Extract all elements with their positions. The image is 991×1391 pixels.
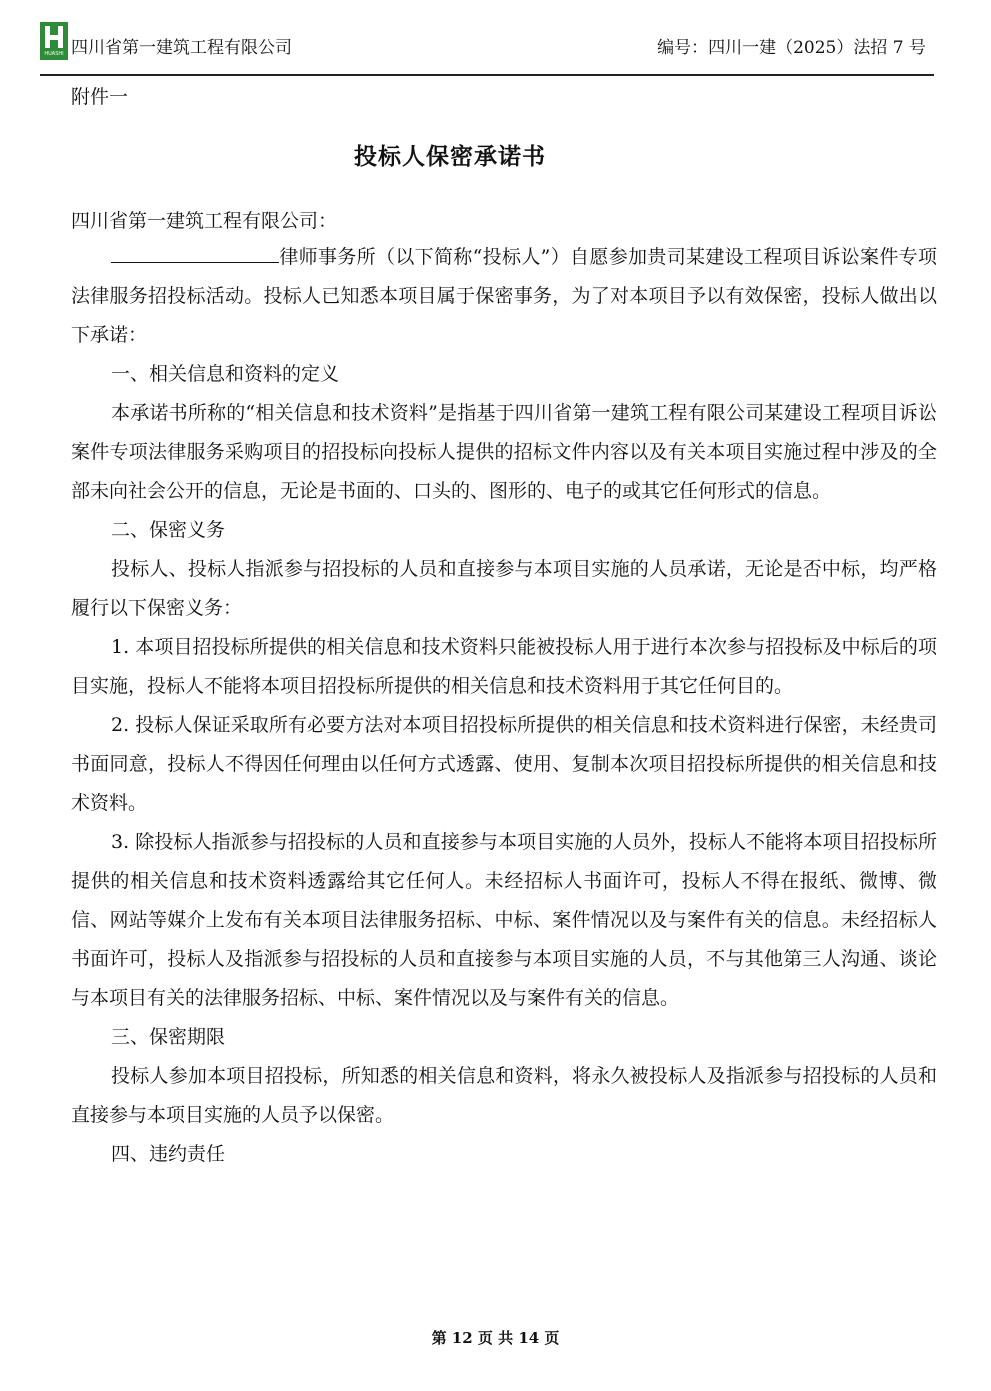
- section-2-item-1: 1. 本项目招投标所提供的相关信息和技术资料只能被投标人用于进行本次参与招投标及中标后的项目实施，投标人不能将本项目招投标所提供的相关信息和技术资料用于其它任何目的。: [71, 636, 937, 697]
- intro-text: 律师事务所（以下简称“投标人”）自愿参加贵司某建设工程项目诉讼案件专项法律服务招投标活动。投标人已知悉本项目属于保密事务，为了对本项目予以有效保密，投标人做出以下承诺：: [71, 246, 937, 346]
- fill-in-blank: [111, 240, 279, 263]
- section-2-item-2: 2. 投标人保证采取所有必要方法对本项目招投标所提供的相关信息和技术资料进行保密，未经贵司书面同意，投标人不得因任何理由以任何方式透露、使用、复制本次项目招投标所提供的相关信息和技术资料。: [71, 714, 937, 814]
- company-logo: [40, 22, 68, 60]
- intro-paragraph: [71, 238, 937, 355]
- section-4-heading: 四、违约责任: [111, 1143, 226, 1165]
- page-footer: 第 12 页 共 14 页: [431, 1329, 560, 1347]
- addressee: 四川省第一建筑工程有限公司：: [71, 210, 338, 232]
- page-header: [40, 22, 934, 74]
- section-1-text: 本承诺书所称的“相关信息和技术资料”是指基于四川省第一建筑工程有限公司某建设工程项目诉讼案件专项法律服务采购项目的招投标向投标人提供的招标文件内容以及有关本项目实施过程中涉及的全部未向社会公开的信息，无论是书面的、口头的、图形的、电子的或其它任何形式的信息。: [71, 402, 937, 502]
- header-divider: [40, 74, 934, 76]
- section-1-heading: 一、相关信息和资料的定义: [111, 363, 340, 385]
- document-title: 投标人保密承诺书: [354, 143, 546, 170]
- section-2-heading: 二、保密义务: [111, 519, 226, 541]
- document-text: [71, 238, 937, 1174]
- section-3-text: 投标人参加本项目招投标，所知悉的相关信息和资料，将永久被投标人及指派参与招投标的人员和直接参与本项目实施的人员予以保密。: [71, 1065, 937, 1126]
- logo-text: HUASHI: [44, 51, 64, 57]
- section-2-item-3: 3. 除投标人指派参与招投标的人员和直接参与本项目实施的人员外，投标人不能将本项目招投标所提供的相关信息和技术资料透露给其它任何人。未经招标人书面许可，投标人不得在报纸、微博、微信、网站等媒介上发布有关本项目法律服务招标、中标、案件情况以及与案件有关的信息。未经招标人书面许可，投标人及指派参与招投标的人员和直接参与本项目实施的人员，不与其他第三人沟通、谈论与本项目有关的法律服务招标、中标、案件情况以及与案件有关的信息。: [71, 831, 937, 1009]
- attachment-label: 附件一: [71, 86, 129, 108]
- section-2-text: 投标人、投标人指派参与招投标的人员和直接参与本项目实施的人员承诺，无论是否中标，均严格履行以下保密义务：: [71, 558, 937, 619]
- header-company-name: 四川省第一建筑工程有限公司: [71, 38, 292, 58]
- section-3-heading: 三、保密期限: [111, 1026, 226, 1048]
- header-doc-number: 编号：四川一建（2025）法招 7 号: [657, 38, 926, 58]
